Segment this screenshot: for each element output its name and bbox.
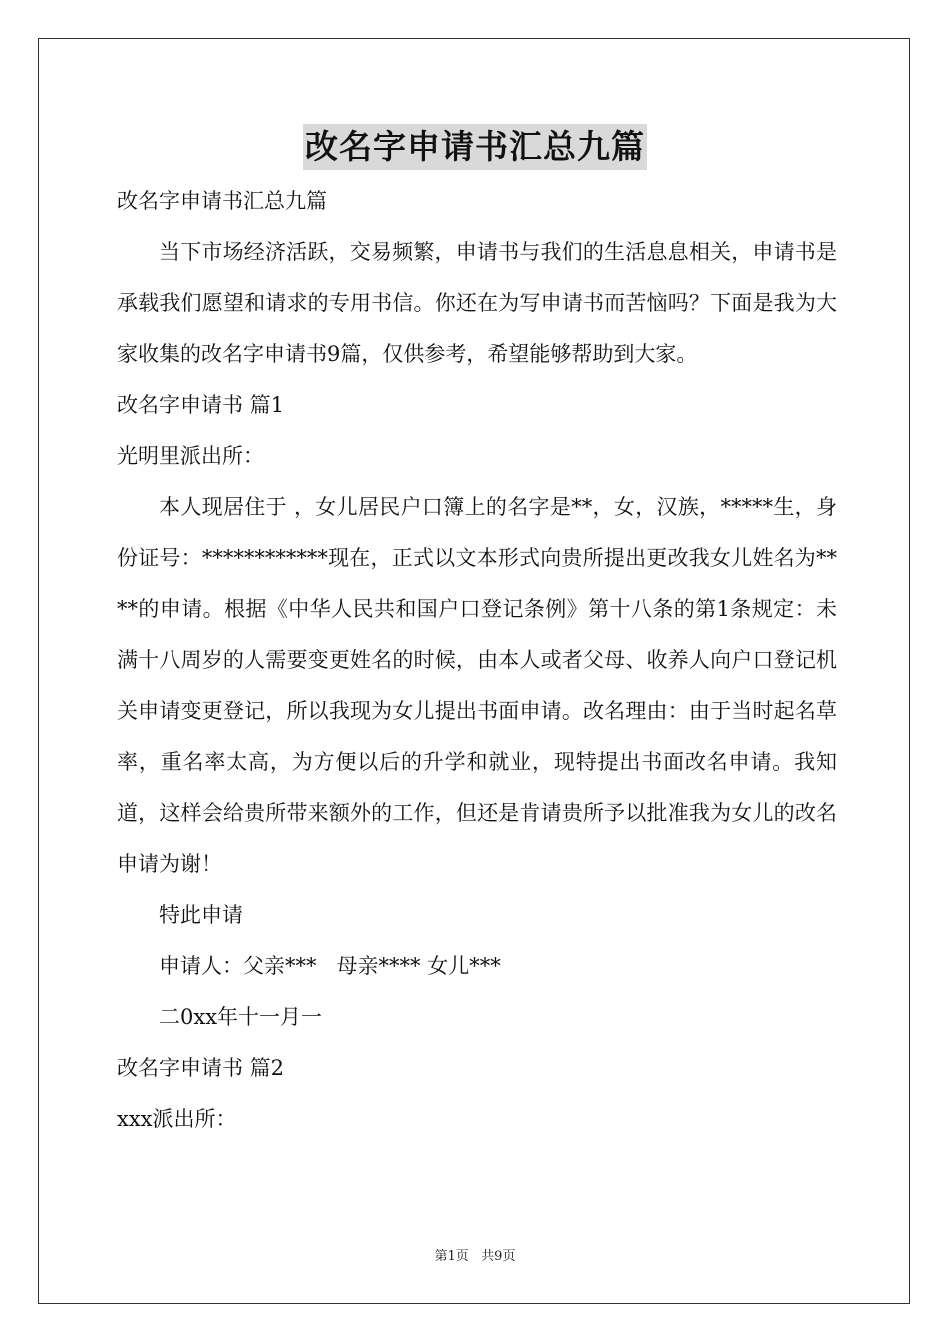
recipient-line-2: xxx派出所： xyxy=(117,1107,237,1131)
recipient-line-1: 光明里派出所： xyxy=(117,444,264,468)
date-line: 二0xx年十一月一 xyxy=(159,1005,323,1029)
title-container xyxy=(0,124,950,170)
paragraph-subtitle: 改名字申请书汇总九篇 xyxy=(117,189,327,213)
document-title: 改名字申请书汇总九篇 xyxy=(303,124,647,170)
page-footer xyxy=(0,1245,950,1264)
closing-line: 特此申请 xyxy=(159,903,243,927)
paragraph-intro: 当下市场经济活跃，交易频繁，申请书与我们的生活息息相关，申请书是承载我们愿望和请求的专用书信。你还在为写申请书而苦恼吗？下面是我为大家收集的改名字申请书9篇，仅供参考，希望能够帮助到大家。 xyxy=(117,240,837,366)
document-body xyxy=(117,176,837,1145)
applicant-line: 申请人：父亲*** 母亲**** 女儿*** xyxy=(159,954,501,978)
section-heading-2: 改名字申请书 篇2 xyxy=(117,1056,285,1080)
paragraph-body-1: 本人现居住于 ，女儿居民户口簿上的名字是**，女，汉族，*****生，身份证号：************现在，正式以文本形式向贵所提出更改我女儿姓名为****的申请。根据《中华人民共和国户口登记条例》第十八条的第1条规定：未满十八周岁的人需要变更姓名的时候，由本人或者父母、收养人向户口登记机关申请变更登记，所以我现为女儿提出书面申请。改名理由：由于当时起名草率，重名率太高，为方便以后的升学和就业，现特提出书面改名申请。我知道，这样会给贵所带来额外的工作，但还是肯请贵所予以批准我为女儿的改名申请为谢！ xyxy=(117,495,837,876)
page-number: 第1页 共9页 xyxy=(434,1249,516,1264)
section-heading-1: 改名字申请书 篇1 xyxy=(117,393,285,417)
